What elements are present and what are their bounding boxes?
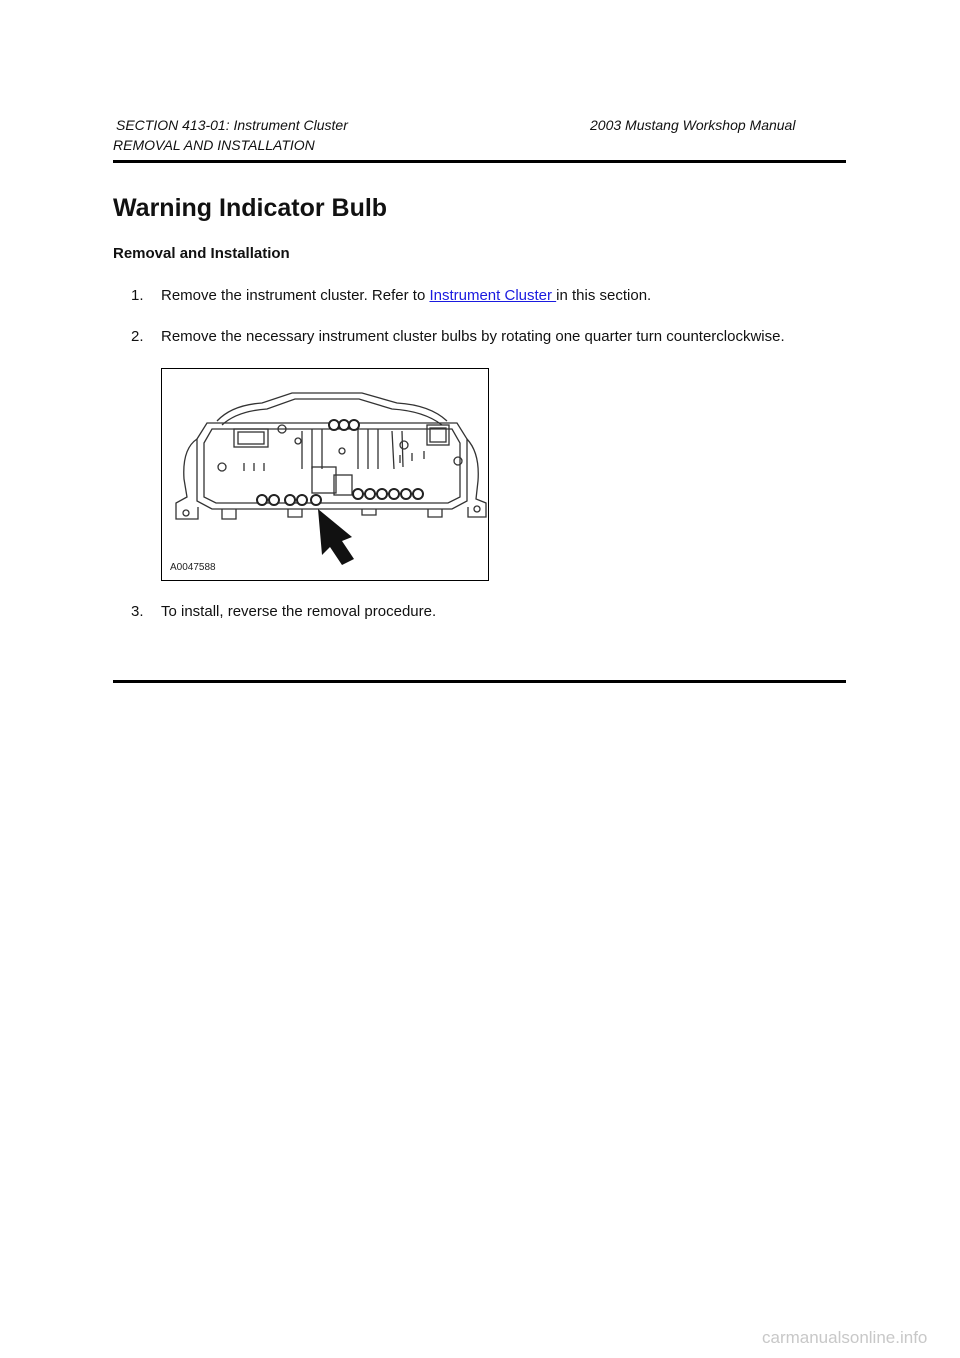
instrument-cluster-link[interactable]: Instrument Cluster — [429, 287, 557, 304]
watermark: carmanualsonline.info — [762, 1328, 928, 1347]
page-subtitle: Removal and Installation — [113, 245, 290, 262]
step-text: To install, reverse the removal procedure. — [161, 603, 437, 620]
step-number: 3. — [131, 603, 144, 620]
step-text-after: in this section. — [556, 287, 652, 304]
step-2 — [131, 328, 785, 345]
header-subsection: REMOVAL AND INSTALLATION — [113, 137, 315, 153]
instrument-cluster-figure — [161, 368, 489, 581]
step-text: Remove the instrument cluster. Refer to — [161, 287, 430, 304]
header-divider — [113, 160, 846, 163]
step-3 — [131, 603, 436, 620]
step-text: Remove the necessary instrument cluster bulbs by rotating one quarter turn counterclockwise. — [161, 328, 785, 345]
header-manual-title: 2003 Mustang Workshop Manual — [590, 117, 796, 133]
footer-divider — [113, 680, 846, 683]
figure-label: A0047588 — [170, 562, 216, 573]
step-1 — [131, 287, 651, 304]
header-section: SECTION 413-01: Instrument Cluster — [116, 117, 348, 133]
step-number: 2. — [131, 328, 144, 345]
instrument-cluster-illustration — [162, 369, 488, 580]
page-title: Warning Indicator Bulb — [113, 194, 388, 222]
step-number: 1. — [131, 287, 144, 304]
